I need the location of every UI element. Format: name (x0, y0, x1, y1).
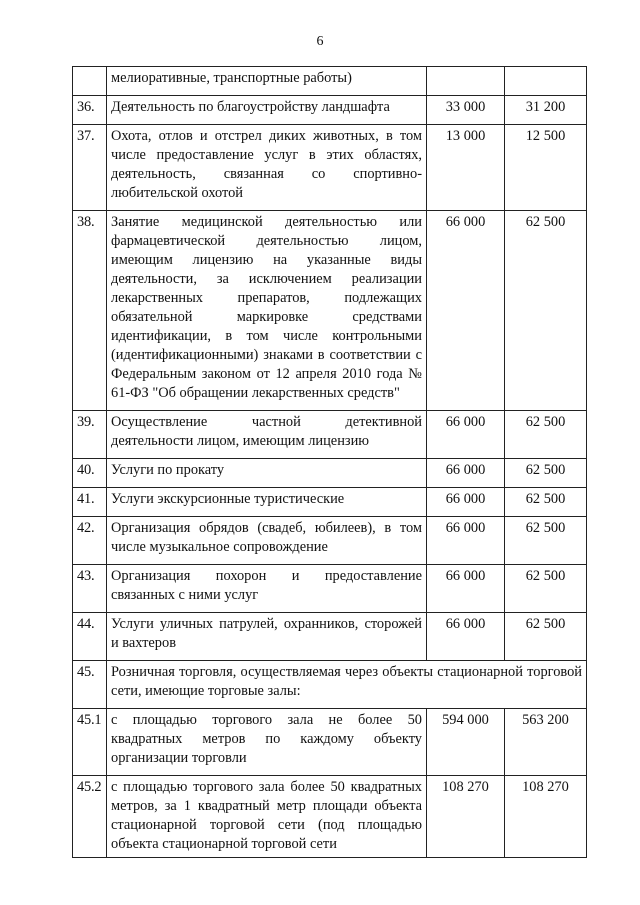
activity-description: Организация обрядов (свадеб, юбилеев), в том числе музыкальное сопровождение (107, 517, 427, 565)
row-number: 45. (73, 661, 107, 709)
rate-value-2: 31 200 (505, 96, 587, 125)
table-row (73, 776, 587, 858)
row-number: 38. (73, 211, 107, 411)
row-number: 45.2 (73, 776, 107, 858)
rate-value-2: 62 500 (505, 211, 587, 411)
table-row (73, 488, 587, 517)
activity-description: Организация похорон и предоставление связанных с ними услуг (107, 565, 427, 613)
table-row (73, 125, 587, 211)
activity-description: Деятельность по благоустройству ландшафта (107, 96, 427, 125)
row-number: 42. (73, 517, 107, 565)
table-row (73, 211, 587, 411)
rate-value-2: 62 500 (505, 411, 587, 459)
rate-value-2: 62 500 (505, 517, 587, 565)
row-number: 45.1 (73, 709, 107, 776)
table-row (73, 661, 587, 709)
rate-value-2: 62 500 (505, 613, 587, 661)
rate-value-2: 62 500 (505, 565, 587, 613)
section-heading: Розничная торговля, осуществляемая через объекты стационарной торговой сети, имеющие торговые залы: (107, 661, 587, 709)
table-row (73, 517, 587, 565)
rate-value-1: 66 000 (427, 459, 505, 488)
activity-description: Охота, отлов и отстрел диких животных, в том числе предоставление услуг в этих областях, деятельность, связанная со спортивно-любительской охотой (107, 125, 427, 211)
rate-value-2: 62 500 (505, 488, 587, 517)
tax-rates-table (72, 66, 587, 858)
table-row (73, 709, 587, 776)
page-number: 6 (316, 34, 324, 49)
activity-description: с площадью торгового зала не более 50 квадратных метров по каждому объекту организации торговли (107, 709, 427, 776)
activity-description: с площадью торгового зала более 50 квадратных метров, за 1 квадратный метр площади объекта стационарной торговой сети (под площадью объекта стационарной торговой сети (107, 776, 427, 858)
rate-value-1: 13 000 (427, 125, 505, 211)
table-row (73, 565, 587, 613)
table-row (73, 459, 587, 488)
rate-value-2: 12 500 (505, 125, 587, 211)
activity-description: Занятие медицинской деятельностью или фармацевтической деятельностью лицом, имеющим лицензию на указанные виды деятельности, за исключением реализации лекарственных препаратов, подлежащих обязательной маркировке средствами идентификации, в том числе контрольными (идентификационными) знаками в соответствии с Федеральным законом от 12 апреля 2010 года № 61-ФЗ "Об обращении лекарственных средств" (107, 211, 427, 411)
row-number: 39. (73, 411, 107, 459)
row-number: 44. (73, 613, 107, 661)
row-number: 36. (73, 96, 107, 125)
table-row (73, 411, 587, 459)
rate-value-1: 66 000 (427, 488, 505, 517)
rate-value-2: 108 270 (505, 776, 587, 858)
rate-value-1: 108 270 (427, 776, 505, 858)
rate-value-2 (505, 67, 587, 96)
activity-description: Услуги экскурсионные туристические (107, 488, 427, 517)
activity-description: Услуги уличных патрулей, охранников, сторожей и вахтеров (107, 613, 427, 661)
activity-description: мелиоративные, транспортные работы) (107, 67, 427, 96)
rate-value-1: 66 000 (427, 411, 505, 459)
rate-value-1: 33 000 (427, 96, 505, 125)
rate-value-1: 66 000 (427, 211, 505, 411)
rate-value-1: 66 000 (427, 565, 505, 613)
activity-description: Услуги по прокату (107, 459, 427, 488)
rate-value-1: 594 000 (427, 709, 505, 776)
table-row (73, 96, 587, 125)
rate-value-1: 66 000 (427, 517, 505, 565)
table-row (73, 613, 587, 661)
row-number: 37. (73, 125, 107, 211)
rate-value-2: 563 200 (505, 709, 587, 776)
row-number (73, 67, 107, 96)
rate-value-2: 62 500 (505, 459, 587, 488)
rate-value-1 (427, 67, 505, 96)
table-row (73, 67, 587, 96)
row-number: 43. (73, 565, 107, 613)
row-number: 41. (73, 488, 107, 517)
activity-description: Осуществление частной детективной деятельности лицом, имеющим лицензию (107, 411, 427, 459)
row-number: 40. (73, 459, 107, 488)
rate-value-1: 66 000 (427, 613, 505, 661)
